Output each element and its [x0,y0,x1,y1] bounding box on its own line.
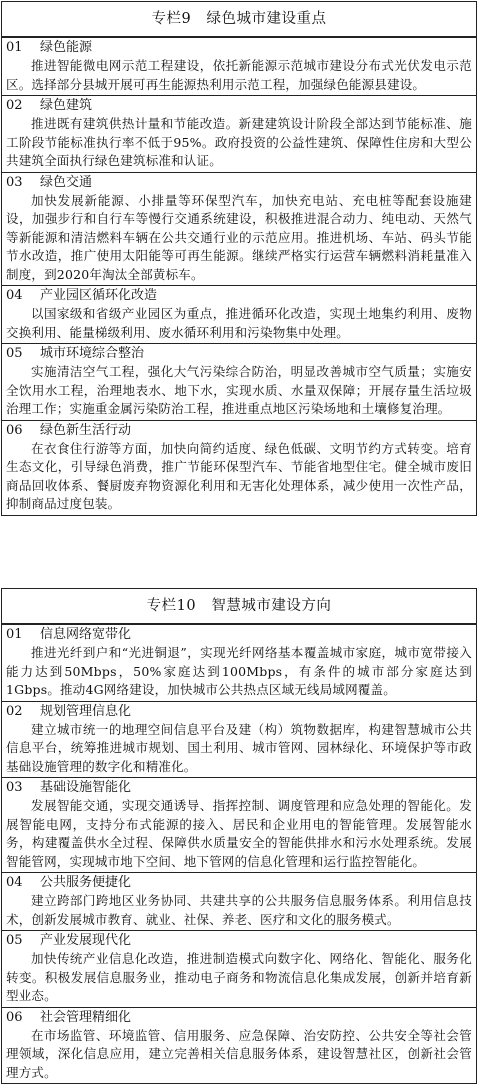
section [2,420,476,515]
section-heading [2,778,476,797]
section-title: 基础设施智能化 [40,780,132,795]
section-heading [2,702,476,721]
section-number: 05 [6,933,23,948]
section [2,930,476,1007]
panel-smart-city [1,588,477,1084]
section-body: 推进光纤到户和“光进铜退”，实现光纤网络基本覆盖城市家庭，城市宽带接入能力达到50Mbps，50%家庭达到100Mbps，有条件的城市部分家庭达到1Gbps。推动4G网络建设，加快城市公共热点区域无线局域网覆盖。 [6,645,472,697]
section-title: 公共服务便捷化 [40,875,132,890]
section-heading [2,873,476,892]
section-title: 绿色新生活行动 [40,422,132,438]
section-heading [2,173,476,192]
section-heading [2,625,476,644]
section [2,1007,476,1084]
panel-title: 专栏10 智慧城市建设方向 [2,589,476,624]
section [2,172,476,286]
section-number: 01 [6,627,23,642]
section [2,285,476,343]
section-heading [2,931,476,950]
section-body: 建立城市统一的地理空间信息平台及建（构）筑物数据库，构建智慧城市公共信息平台，统筹推进城市规划、国土利用、城市管网、园林绿化、环境保护等市政基础设施管理的数字化和精准化。 [6,721,472,774]
section-number: 06 [6,422,23,438]
section-title: 规划管理信息化 [40,703,132,719]
panel-title: 专栏9 绿色城市建设重点 [2,2,476,37]
section [2,624,476,701]
section-body: 建立跨部门跨地区业务协同、共建共享的公共服务信息服务体系。利用信息技术，创新发展城市教育、就业、社保、养老、医疗和文化的服务模式。 [6,893,472,927]
section [2,872,476,930]
section-heading [2,1008,476,1027]
section-body: 推进既有建筑供热计量和节能改造。新建建筑设计阶段全部达到节能标准、施工阶段节能标准执行率不低于95%。政府投资的公益性建筑、保障性住房和大型公共建筑全面执行绿色建筑标准和认证。 [6,116,472,168]
section-body: 实施清洁空气工程，强化大气污染综合防治，明显改善城市空气质量；实施安全饮用水工程，治理地表水、地下水，实现水质、水量双保障；开展存量生活垃圾治理工作；实施重金属污染防治工程，推进重点地区污染场地和土壤修复治理。 [6,364,472,416]
section-title: 社会管理精细化 [40,1009,132,1025]
section-title: 绿色能源 [40,40,93,55]
section-title: 绿色交通 [40,174,93,190]
panel-green-city [1,1,477,516]
section-number: 02 [6,703,23,719]
section-heading [2,421,476,440]
section-title: 产业发展现代化 [40,933,132,948]
section-number: 03 [6,780,23,795]
section [2,37,476,95]
section-title: 产业园区循环化改造 [40,288,158,303]
section-number: 05 [6,346,23,361]
section-heading [2,286,476,305]
section-body: 发展智能交通，实现交通诱导、指挥控制、调度管理和应急处理的智能化。发展智能电网，支持分布式能源的接入、居民和企业用电的智能管理。发展智能水务，构建覆盖供水全过程、保障供水质量安全的智能供排水和污水处理系统。发展智能管网，实现城市地下空间、地下管网的信息化管理和运行监控智能化。 [6,798,472,869]
section-heading [2,96,476,115]
section-body: 在市场监管、环境监管、信用服务、应急保障、治安防控、公共安全等社会管理领域，深化信息应用，建立完善相关信息服务体系，建设智慧社区，创新社会管理方式。 [6,1027,472,1080]
section-title: 城市环境综合整治 [40,346,145,361]
section-number: 01 [6,40,23,55]
section-body: 以国家级和省级产业园区为重点，推进循环化改造，实现土地集约利用、废物交换利用、能量梯级利用、废水循环利用和污染物集中处理。 [6,306,472,340]
section-body: 在衣食住行游等方面，加快向简约适度、绿色低碳、文明节约方式转变。培育生态文化，引导绿色消费，推广节能环保型汽车、节能省地型住宅。健全城市废旧商品回收体系、餐厨废弃物资源化利用和无害化处理体系，减少使用一次性产品，抑制商品过度包装。 [6,440,472,511]
section [2,343,476,420]
section-body: 加快发展新能源、小排量等环保型汽车，加快充电站、充电桩等配套设施建设，加强步行和自行车等慢行交通系统建设，积极推进混合动力、纯电动、天然气等新能源和清洁燃料车辆在公共交通行业的示范应用。推进机场、车站、码头节能节水改造，推广使用太阳能等可再生能源。继续严格实行运营车辆燃料消耗量准入制度，到2020年淘汰全部黄标车。 [6,192,472,282]
section-number: 03 [6,174,23,190]
section-body: 推进智能微电网示范工程建设，依托新能源示范城市建设分布式光伏发电示范区。选择部分县城开展可再生能源热利用示范工程，加强绿色能源县建设。 [6,58,472,92]
section [2,95,476,172]
section-heading [2,38,476,57]
section-title: 信息网络宽带化 [40,627,132,642]
section-number: 04 [6,875,23,890]
section-heading [2,344,476,363]
section-number: 06 [6,1009,23,1025]
section [2,701,476,778]
section [2,777,476,872]
section-number: 02 [6,98,23,113]
section-title: 绿色建筑 [40,98,93,113]
section-number: 04 [6,288,23,303]
section-body: 加快传统产业信息化改造，推进制造模式向数字化、网络化、智能化、服务化转变。积极发展信息服务业，推动电子商务和物流信息化集成发展，创新并培育新型业态。 [6,951,472,1003]
